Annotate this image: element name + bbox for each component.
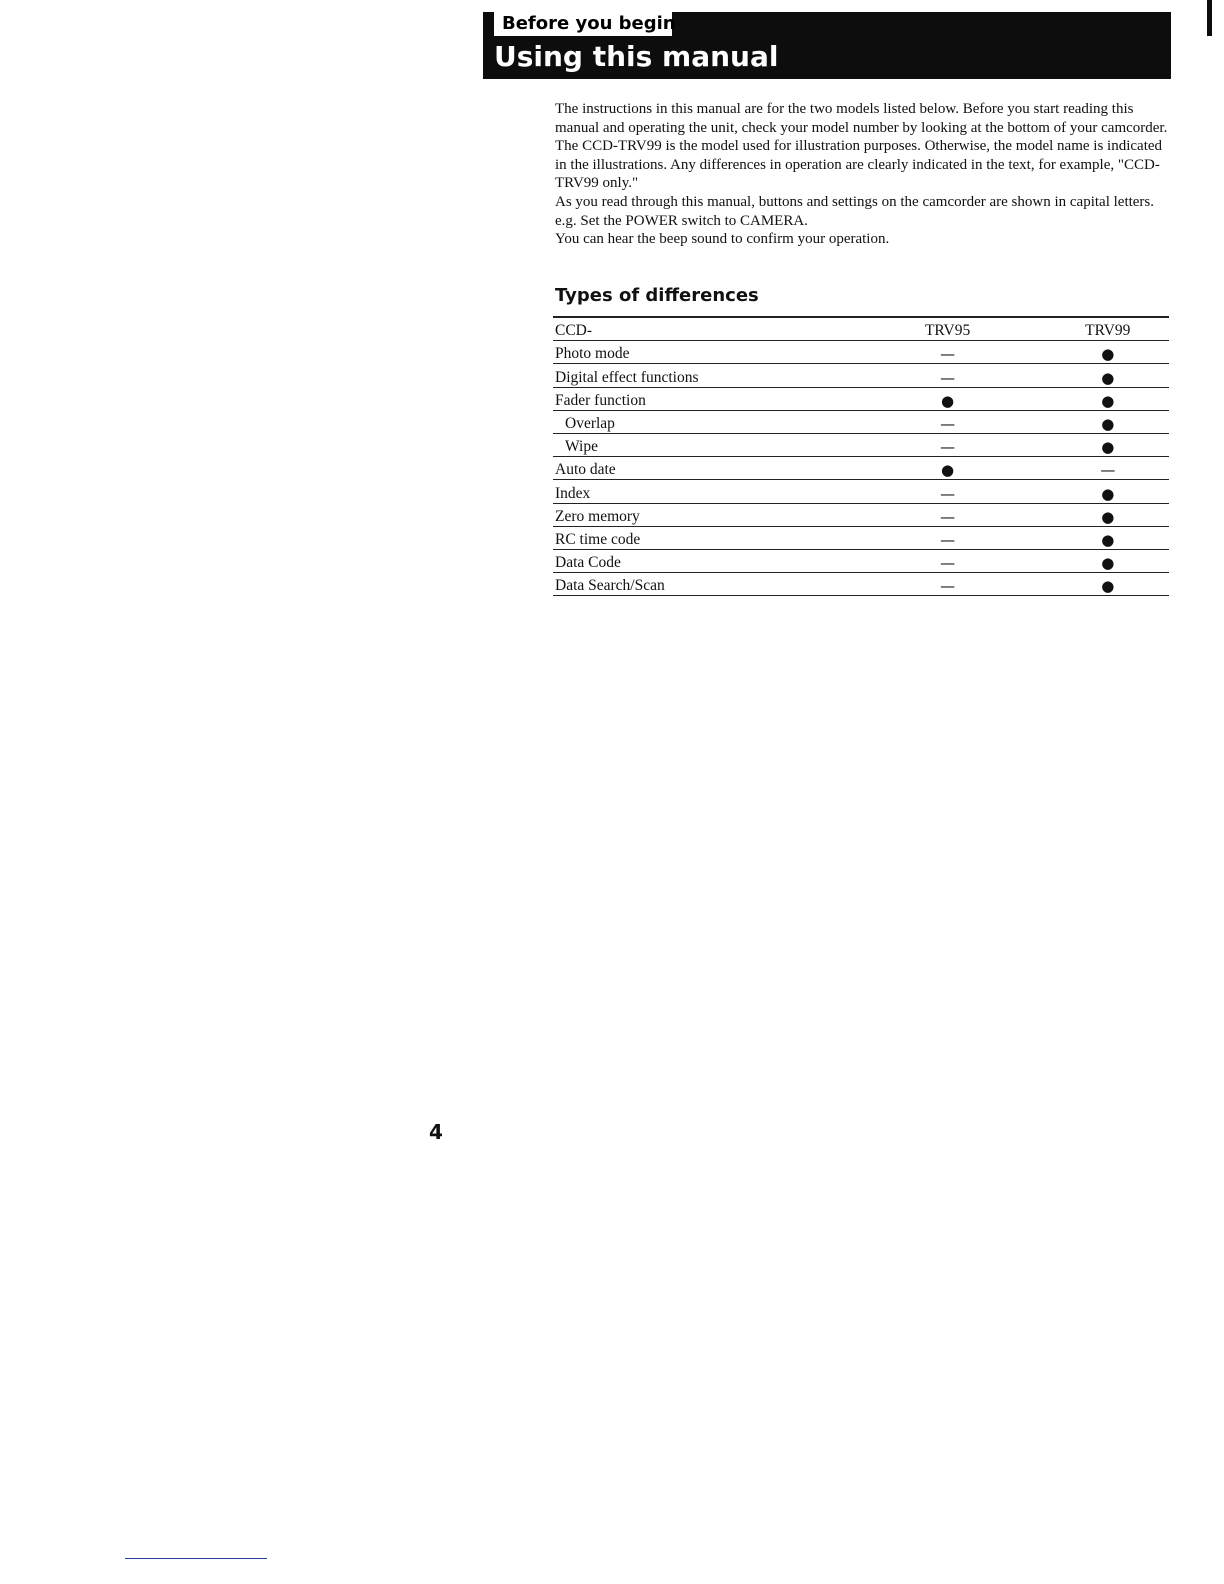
section-label-bar: [487, 12, 494, 36]
table-row: [553, 341, 1169, 364]
table-row: [553, 433, 1169, 456]
differences-heading: Types of differences: [555, 285, 759, 306]
trv95-support: —: [761, 503, 1043, 526]
trv99-support: ●: [1043, 480, 1169, 503]
trv99-support: —: [1043, 457, 1169, 480]
trv99-support: ●: [1043, 503, 1169, 526]
table-row: [553, 503, 1169, 526]
feature-name: RC time code: [553, 526, 761, 549]
feature-name: Fader function: [553, 387, 761, 410]
table-row: [553, 526, 1169, 549]
feature-name: Data Search/Scan: [553, 573, 761, 596]
section-label: [487, 12, 676, 36]
table-row: [553, 364, 1169, 387]
feature-name: Overlap: [553, 410, 761, 433]
feature-name: Wipe: [553, 433, 761, 456]
feature-name: Data Code: [553, 549, 761, 572]
section-label-text: Before you begin: [502, 13, 676, 34]
trv99-support: ●: [1043, 433, 1169, 456]
trv99-support: ●: [1043, 387, 1169, 410]
trv99-support: ●: [1043, 341, 1169, 364]
trv95-support: ●: [761, 387, 1043, 410]
table-row: [553, 573, 1169, 596]
intro-paragraph: e.g. Set the POWER switch to CAMERA.: [555, 212, 808, 229]
intro-paragraph: The instructions in this manual are for the two models listed below. Before you start reading this manual and operating the unit, check your model number by looking at the bottom of your camcorder. The CCD-TRV99 is the model used for illustration purposes. Otherwise, the model name is indicated in the illustrations. Any differences in operation are clearly indicated in the text, for example, "CCD-TRV99 only.": [555, 101, 1168, 192]
intro-paragraph: You can hear the beep sound to confirm your operation.: [555, 231, 890, 248]
trv95-support: —: [761, 549, 1043, 572]
trv95-support: ●: [761, 457, 1043, 480]
trv95-support: —: [761, 341, 1043, 364]
trv99-support: ●: [1043, 549, 1169, 572]
trv99-support: ●: [1043, 410, 1169, 433]
feature-name: Photo mode: [553, 341, 761, 364]
feature-name: Zero memory: [553, 503, 761, 526]
edge-tab-mark: [1207, 0, 1212, 36]
intro-text: [555, 100, 1175, 249]
feature-name: Index: [553, 480, 761, 503]
trv95-support: —: [761, 480, 1043, 503]
trv99-support: ●: [1043, 526, 1169, 549]
trv99-support: ●: [1043, 573, 1169, 596]
page-title: Using this manual: [494, 40, 779, 73]
table-row: [553, 387, 1169, 410]
footer-rule: [125, 1558, 267, 1559]
trv95-support: —: [761, 410, 1043, 433]
table-row: [553, 549, 1169, 572]
trv95-support: —: [761, 526, 1043, 549]
differences-table: [553, 316, 1169, 596]
page-number: 4: [429, 1120, 443, 1144]
trv95-support: —: [761, 364, 1043, 387]
table-row: [553, 457, 1169, 480]
table-row: [553, 410, 1169, 433]
feature-name: Auto date: [553, 457, 761, 480]
trv95-support: —: [761, 433, 1043, 456]
feature-name: Digital effect functions: [553, 364, 761, 387]
intro-paragraph: As you read through this manual, buttons and settings on the camcorder are shown in capital letters.: [555, 193, 1155, 210]
trv99-support: ●: [1043, 364, 1169, 387]
table-row: [553, 480, 1169, 503]
column-header-model-prefix: CCD-: [553, 317, 761, 341]
column-header-trv99: TRV99: [1043, 317, 1169, 341]
column-header-trv95: TRV95: [761, 317, 1043, 341]
trv95-support: —: [761, 573, 1043, 596]
table-header-row: [553, 317, 1169, 341]
